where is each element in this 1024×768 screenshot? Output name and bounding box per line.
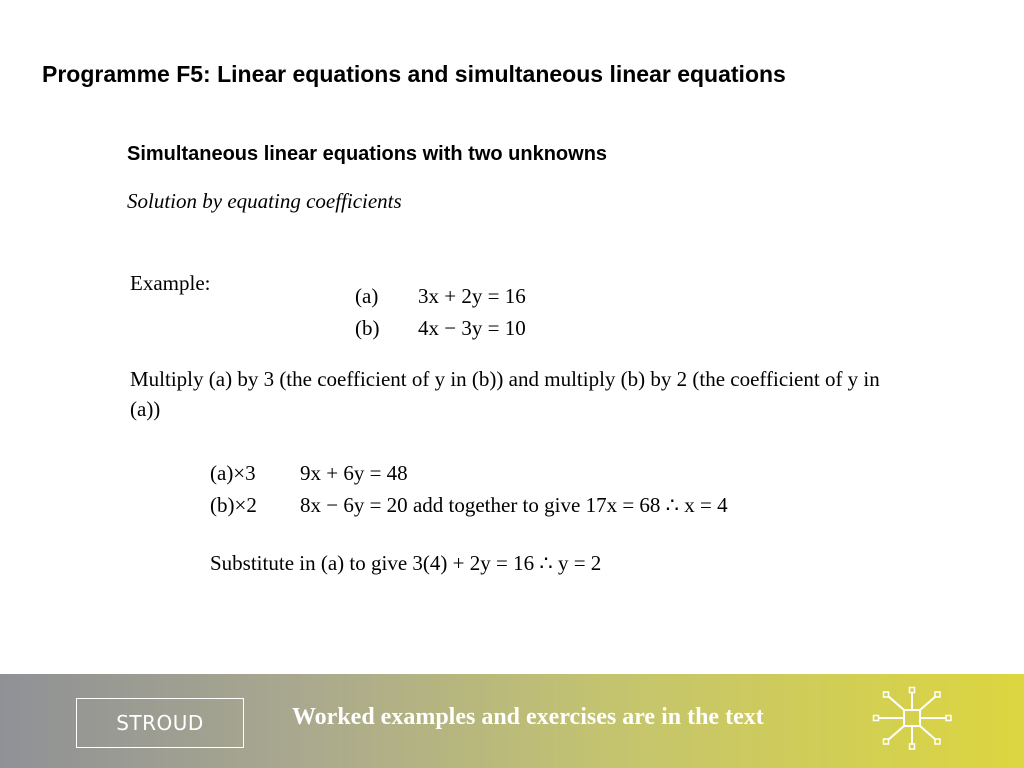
instruction-text: Multiply (a) by 3 (the coefficient of y in (b)) and multiply (b) by 2 (the coefficient of y in (a))	[130, 367, 880, 421]
equation-a-rhs: 16	[504, 284, 526, 308]
substitute-line	[210, 551, 601, 576]
section-subtitle: Simultaneous linear equations with two unknowns	[127, 143, 608, 165]
equation-a-tag: (a)	[355, 284, 379, 308]
equation-b: (b) 4x − 3y = 10	[355, 316, 526, 340]
footer-bar	[0, 674, 1024, 768]
substitute-equation: 3(4) + 2y = 16 ∴ y = 2	[412, 551, 602, 575]
stroud-logo-button[interactable]	[76, 698, 244, 748]
equation-b-rhs: 10	[504, 316, 526, 340]
working-line-2-equation: 8x − 6y = 20	[300, 493, 408, 517]
working-line-2-note: add together to give	[412, 493, 581, 517]
equation-b-lhs: 4x − 3y	[418, 316, 483, 340]
working-line-2	[210, 493, 728, 518]
method-subtitle: Solution by equating coefficients	[127, 189, 402, 213]
equation-a: (a) 3x + 2y = 16	[355, 284, 526, 308]
working-line-1-equation: 9x + 6y = 48	[300, 461, 408, 485]
working-line-2-tag: (b)×2	[210, 493, 257, 517]
working-line-2-result: 17x = 68 ∴ x = 4	[585, 493, 728, 517]
working-line-1-tag: (a)×3	[210, 461, 256, 485]
page-title: Programme F5: Linear equations and simultaneous linear equations	[42, 61, 786, 87]
stroud-label: STROUD	[116, 711, 204, 735]
equation-a-lhs: 3x + 2y	[418, 284, 483, 308]
network-icon[interactable]	[872, 686, 952, 752]
equation-b-tag: (b)	[355, 316, 380, 340]
footer-note: Worked examples and exercises are in the text	[292, 704, 764, 730]
example-label: Example:	[130, 271, 211, 295]
working-line-1	[210, 461, 408, 486]
substitute-text: Substitute in (a) to give	[210, 551, 408, 575]
